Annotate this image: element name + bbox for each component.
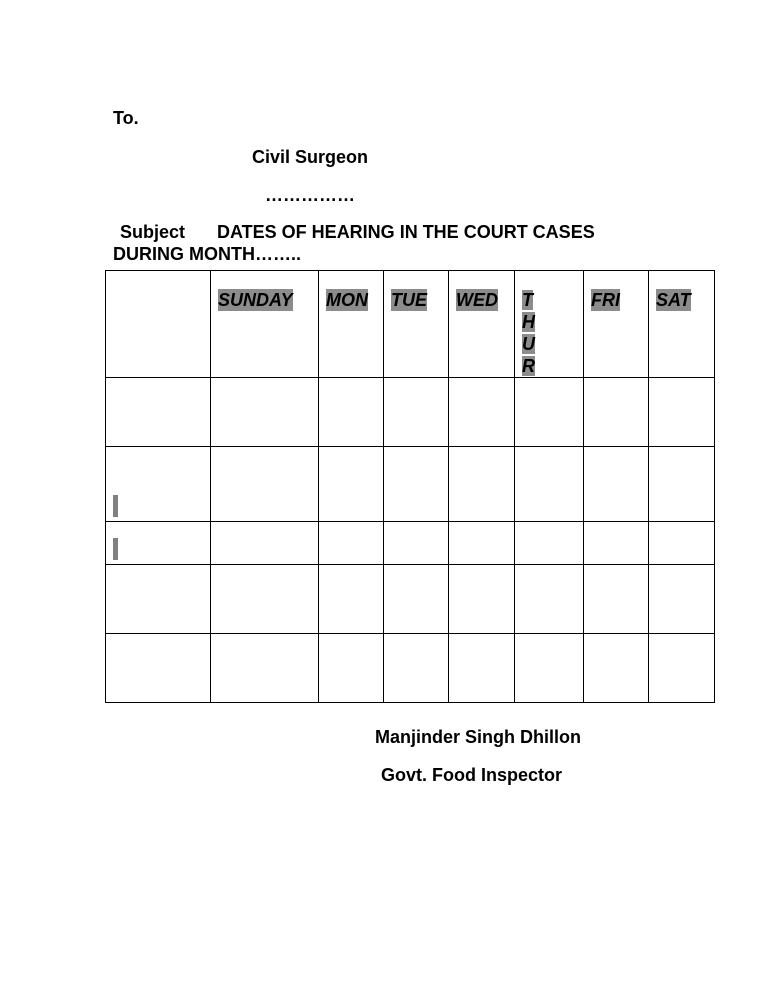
table-cell[interactable] — [449, 565, 515, 634]
table-cell[interactable] — [515, 634, 584, 703]
table-row — [106, 378, 715, 447]
table-cell[interactable] — [515, 522, 584, 565]
signature-title: Govt. Food Inspector — [381, 765, 563, 785]
table-cell[interactable] — [584, 447, 649, 522]
table-cell[interactable] — [319, 565, 384, 634]
hearing-dates-table — [105, 270, 715, 703]
table-cell[interactable] — [319, 378, 384, 447]
table-cell[interactable] — [649, 522, 715, 565]
place-placeholder: …………… — [265, 185, 355, 205]
day-label-thur: THUR — [522, 290, 535, 376]
subject-line — [113, 221, 595, 243]
table-cell[interactable] — [584, 565, 649, 634]
header-cell-fri — [584, 271, 649, 378]
row-label-cell[interactable] — [106, 634, 211, 703]
subject-label: Subject — [120, 222, 186, 242]
table-cell[interactable] — [515, 565, 584, 634]
row-label-cell[interactable] — [106, 522, 211, 565]
table-cell[interactable] — [584, 522, 649, 565]
table-cell[interactable] — [584, 634, 649, 703]
table-row — [106, 522, 715, 565]
table-cell[interactable] — [449, 522, 515, 565]
table-cell[interactable] — [449, 634, 515, 703]
signature-name: Manjinder Singh Dhillon — [375, 727, 581, 747]
header-cell-sunday — [211, 271, 319, 378]
table-cell[interactable] — [384, 447, 449, 522]
table-row — [106, 634, 715, 703]
table-cell[interactable] — [384, 522, 449, 565]
table-cell[interactable] — [649, 447, 715, 522]
table-cell[interactable] — [649, 565, 715, 634]
table-cell[interactable] — [649, 634, 715, 703]
header-cell-sat — [649, 271, 715, 378]
header-cell-thur — [515, 271, 584, 378]
row-label-cell[interactable] — [106, 565, 211, 634]
table-cell[interactable] — [515, 378, 584, 447]
day-label-wed: WED — [456, 290, 498, 310]
table-cell[interactable] — [211, 565, 319, 634]
table-cell[interactable] — [449, 447, 515, 522]
table-row — [106, 565, 715, 634]
day-label-sunday: SUNDAY — [218, 290, 293, 310]
header-cell-wed — [449, 271, 515, 378]
table-cell[interactable] — [449, 378, 515, 447]
table-cell[interactable] — [384, 565, 449, 634]
table-cell[interactable] — [584, 378, 649, 447]
table-cell[interactable] — [384, 378, 449, 447]
table-cell[interactable] — [319, 447, 384, 522]
day-label-mon: MON — [326, 290, 368, 310]
header-cell-tue — [384, 271, 449, 378]
table-cell[interactable] — [384, 634, 449, 703]
subject-text-continued: DURING MONTH…….. — [113, 244, 301, 264]
table-header-row — [106, 271, 715, 378]
day-label-fri: FRI — [591, 290, 620, 310]
subject-block — [113, 221, 595, 265]
day-label-sat: SAT — [656, 290, 691, 310]
table-cell[interactable] — [211, 522, 319, 565]
salutation: To. — [113, 108, 139, 128]
day-label-tue: TUE — [391, 290, 427, 310]
day-label-thur-wrap — [522, 289, 544, 377]
table-row — [106, 447, 715, 522]
table-cell[interactable] — [649, 378, 715, 447]
header-cell-mon — [319, 271, 384, 378]
table-cell[interactable] — [319, 634, 384, 703]
marker-bar — [113, 538, 118, 560]
marker-bar — [113, 495, 118, 517]
row-label-cell[interactable] — [106, 447, 211, 522]
row-label-cell[interactable] — [106, 378, 211, 447]
subject-text: DATES OF HEARING IN THE COURT CASES — [217, 222, 595, 242]
header-blank-cell — [106, 271, 211, 378]
table-cell[interactable] — [515, 447, 584, 522]
recipient: Civil Surgeon — [252, 147, 369, 167]
table-cell[interactable] — [211, 634, 319, 703]
table-cell[interactable] — [211, 447, 319, 522]
table-cell[interactable] — [211, 378, 319, 447]
table-cell[interactable] — [319, 522, 384, 565]
